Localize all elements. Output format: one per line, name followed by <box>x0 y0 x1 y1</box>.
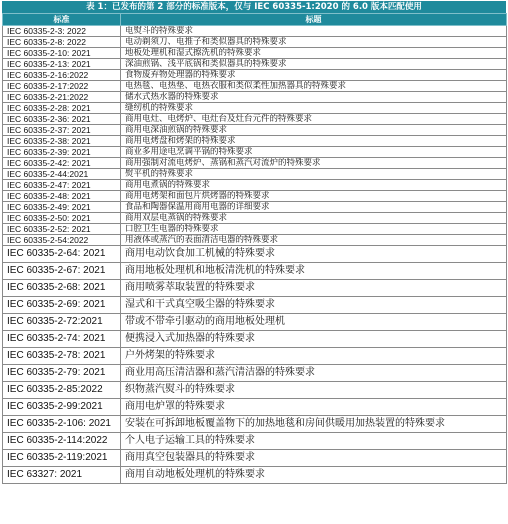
standard-title: 口腔卫生电器的特殊要求 <box>121 224 507 235</box>
table-row <box>3 348 507 365</box>
standard-number: IEC 60335-2-69: 2021 <box>3 297 121 314</box>
table-row <box>3 81 507 92</box>
standard-title: 商用电烤架和面包片烘烤器的特殊要求 <box>121 191 507 202</box>
standard-title: 电熨斗的特殊要求 <box>121 26 507 37</box>
standard-title: 湿式和干式真空吸尘器的特殊要求 <box>121 297 507 314</box>
standard-title: 安装在可拆卸地板覆盖物下的加热地毯和房间供暖用加热装置的特殊要求 <box>121 416 507 433</box>
standard-title: 用液体或蒸汽的表面清洁电器的特殊要求 <box>121 235 507 246</box>
table-row <box>3 169 507 180</box>
table-row <box>3 433 507 450</box>
table-row <box>3 246 507 263</box>
standard-number: IEC 60335-2-49: 2021 <box>3 202 121 213</box>
table-row <box>3 297 507 314</box>
standard-number: IEC 60335-2-17:2022 <box>3 81 121 92</box>
table-row <box>3 314 507 331</box>
standard-number: IEC 60335-2-42: 2021 <box>3 158 121 169</box>
table-row <box>3 59 507 70</box>
standard-title: 商用喷雾萃取装置的特殊要求 <box>121 280 507 297</box>
standard-title: 商业用高压清洁器和蒸汽清洁器的特殊要求 <box>121 365 507 382</box>
standard-title: 户外烤架的特殊要求 <box>121 348 507 365</box>
standard-title: 食物废弃物处理器的特殊要求 <box>121 70 507 81</box>
standard-number: IEC 60335-2-106: 2021 <box>3 416 121 433</box>
table-row <box>3 235 507 246</box>
standard-number: IEC 60335-2-85:2022 <box>3 382 121 399</box>
standard-title: 商用电深油煎锅的特殊要求 <box>121 125 507 136</box>
standard-title: 商业多用途电烹调平锅的特殊要求 <box>121 147 507 158</box>
table-row <box>3 280 507 297</box>
standard-title: 深油煎锅、浅平底锅和类似器具的特殊要求 <box>121 59 507 70</box>
standard-title: 食品和陶器保温用商用电器的详细要求 <box>121 202 507 213</box>
standard-title: 商用电炉罩的特殊要求 <box>121 399 507 416</box>
standard-number: IEC 60335-2-64: 2021 <box>3 246 121 263</box>
table-row <box>3 136 507 147</box>
standard-number: IEC 60335-2-38: 2021 <box>3 136 121 147</box>
standard-title: 商用电灶、电烤炉、电灶台及灶台元件的特殊要求 <box>121 114 507 125</box>
standard-number: IEC 60335-2-8: 2022 <box>3 37 121 48</box>
standard-number: IEC 60335-2-74: 2021 <box>3 331 121 348</box>
table-row <box>3 224 507 235</box>
standard-number: IEC 60335-2-99:2021 <box>3 399 121 416</box>
standard-number: IEC 60335-2-114:2022 <box>3 433 121 450</box>
standard-title: 熨平机的特殊要求 <box>121 169 507 180</box>
standard-number: IEC 60335-2-28: 2021 <box>3 103 121 114</box>
standard-number: IEC 60335-2-39: 2021 <box>3 147 121 158</box>
standard-number: IEC 60335-2-3: 2022 <box>3 26 121 37</box>
table-row <box>3 92 507 103</box>
header-standard: 标准 <box>3 14 121 26</box>
table-row <box>3 467 507 484</box>
table-row <box>3 191 507 202</box>
table-row <box>3 48 507 59</box>
standard-number: IEC 60335-2-68: 2021 <box>3 280 121 297</box>
standard-title: 地板处理机和湿式擦洗机的特殊要求 <box>121 48 507 59</box>
standard-title: 储水式热水器的特殊要求 <box>121 92 507 103</box>
table-header-row <box>3 14 507 26</box>
header-title: 标题 <box>121 14 507 26</box>
standard-number: IEC 60335-2-119:2021 <box>3 450 121 467</box>
standard-number: IEC 60335-2-37: 2021 <box>3 125 121 136</box>
standard-number: IEC 60335-2-48: 2021 <box>3 191 121 202</box>
table-row <box>3 365 507 382</box>
standard-title: 便携浸入式加热器的特殊要求 <box>121 331 507 348</box>
standard-title: 缝纫机的特殊要求 <box>121 103 507 114</box>
standard-number: IEC 60335-2-44:2021 <box>3 169 121 180</box>
standard-number: IEC 60335-2-78: 2021 <box>3 348 121 365</box>
table-row <box>3 103 507 114</box>
standard-number: IEC 60335-2-50: 2021 <box>3 213 121 224</box>
table-row <box>3 213 507 224</box>
table-row <box>3 125 507 136</box>
standard-title: 商用自动地板处理机的特殊要求 <box>121 467 507 484</box>
standard-title: 电动剃须刀、电推子和类似器具的特殊要求 <box>121 37 507 48</box>
standard-number: IEC 60335-2-72:2021 <box>3 314 121 331</box>
table-row <box>3 331 507 348</box>
table-row <box>3 147 507 158</box>
table-row <box>3 202 507 213</box>
standard-number: IEC 60335-2-16:2022 <box>3 70 121 81</box>
standard-number: IEC 60335-2-36: 2021 <box>3 114 121 125</box>
table-row <box>3 26 507 37</box>
standard-title: 商用强制对流电烤炉、蒸锅和蒸汽对流炉的特殊要求 <box>121 158 507 169</box>
table-row <box>3 158 507 169</box>
standard-number: IEC 60335-2-47: 2021 <box>3 180 121 191</box>
standard-title: 织物蒸汽熨斗的特殊要求 <box>121 382 507 399</box>
table-row <box>3 450 507 467</box>
table-caption: 表 1：已发布的第 2 部分的标准版本，仅与 IEC 60335-1:2020 的 6.0 版本匹配使用 <box>2 1 506 13</box>
standard-title: 电热毯、电热垫、电热衣服和类似柔性加热器具的特殊要求 <box>121 81 507 92</box>
standard-title: 商用电烤盘和烤架的特殊要求 <box>121 136 507 147</box>
standard-title: 商用真空包装器具的特殊要求 <box>121 450 507 467</box>
standard-number: IEC 60335-2-10: 2021 <box>3 48 121 59</box>
table-row <box>3 70 507 81</box>
standard-number: IEC 60335-2-21:2022 <box>3 92 121 103</box>
table-row <box>3 114 507 125</box>
standard-number: IEC 63327: 2021 <box>3 467 121 484</box>
standard-number: IEC 60335-2-52: 2021 <box>3 224 121 235</box>
standard-title: 带或不带牵引驱动的商用地板处理机 <box>121 314 507 331</box>
table-body <box>3 26 507 484</box>
standard-title: 个人电子运输工具的特殊要求 <box>121 433 507 450</box>
standard-number: IEC 60335-2-13: 2021 <box>3 59 121 70</box>
standard-number: IEC 60335-2-79: 2021 <box>3 365 121 382</box>
table-row <box>3 416 507 433</box>
standard-number: IEC 60335-2-54:2022 <box>3 235 121 246</box>
table-row <box>3 180 507 191</box>
table-row <box>3 37 507 48</box>
standard-title: 商用地板处理机和地板清洗机的特殊要求 <box>121 263 507 280</box>
standards-table <box>2 13 507 484</box>
standard-title: 商用双层电蒸锅的特殊要求 <box>121 213 507 224</box>
standard-title: 商用电动饮食加工机械的特殊要求 <box>121 246 507 263</box>
table-row <box>3 399 507 416</box>
standard-number: IEC 60335-2-67: 2021 <box>3 263 121 280</box>
standard-title: 商用电煮锅的特殊要求 <box>121 180 507 191</box>
table-row <box>3 382 507 399</box>
table-row <box>3 263 507 280</box>
